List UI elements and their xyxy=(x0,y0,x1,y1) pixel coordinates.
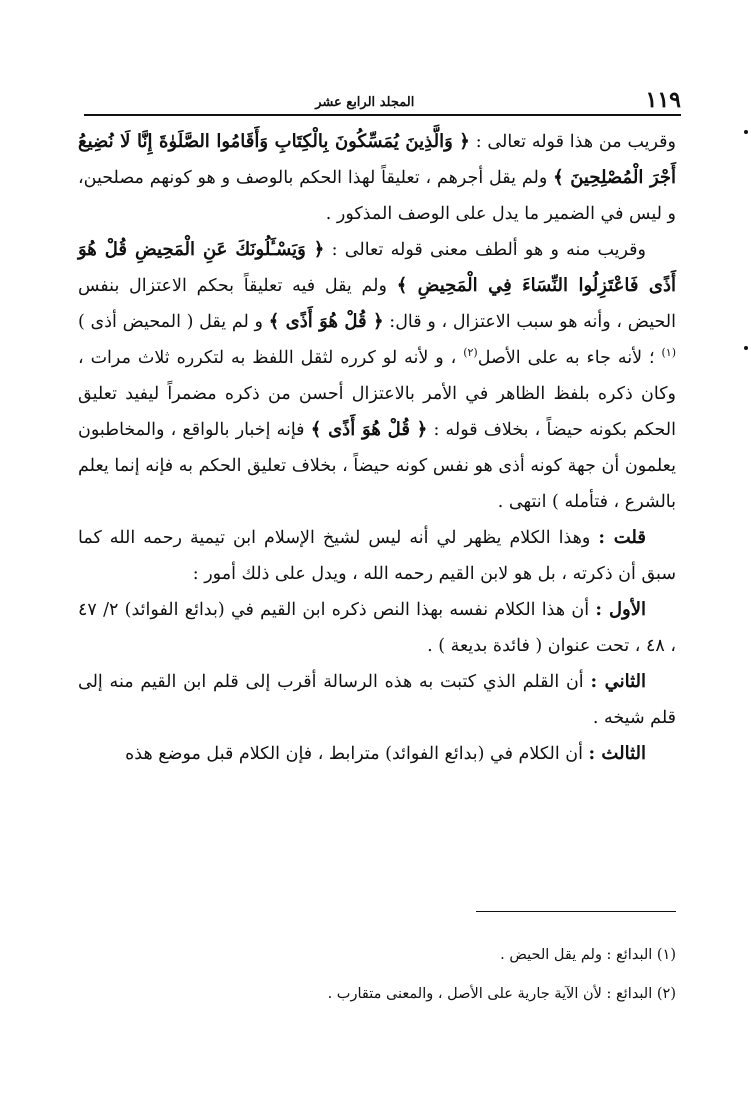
footnote-ref-2[interactable]: (٢) xyxy=(463,346,478,360)
text-span: ولم يقل فيه تعليقاً بحكم الاعتزال بنفس الحيض ، وأنه هو سبب الاعتزال ، و قال: xyxy=(78,276,676,332)
text-span: وهذا الكلام يظهر لي أنه ليس لشيخ الإسلام ابن تيمية رحمه الله كما سبق أن ذكرته ، بل هو لابن القيم رحمه الله ، ويدل على ذلك أمور : xyxy=(78,528,676,584)
edge-mark xyxy=(744,346,748,350)
text-span: ولم يقل أجرهم ، تعليقاً لهذا الحكم بالوصف و هو كونهم مصلحين، و ليس في الضمير ما يدل على الوصف المذكور . xyxy=(78,168,676,224)
footnote-1: (١) البدائع : ولم يقل الحيض . xyxy=(500,947,676,963)
text-span: فإنه إخبار بالواقع ، والمخاطبون يعلمون أن جهة كونه أذى هو نفس كونه حيضاً ، بخلاف تعليق الحكم به فإنه إنما يعلم بالشرع ، فتأمله ) انتهى . xyxy=(78,420,676,512)
page-number: ١١٩ xyxy=(645,87,681,113)
paragraph-3 xyxy=(78,520,676,592)
paragraph-2 xyxy=(78,232,676,520)
main-text xyxy=(78,124,676,772)
text-span: و لم يقل ( المحيض أذى ) xyxy=(78,312,269,332)
footnotes xyxy=(78,936,676,1014)
footnote-2: (٢) البدائع : لأن الآية جارية على الأصل ، والمعنى متقارب . xyxy=(327,986,676,1002)
text-span: ؛ لأنه جاء به على الأصل xyxy=(477,348,662,368)
quran-verse: ﴿ وَالَّذِينَ يُمَسِّكُونَ بِالْكِتَابِ وَأَقَامُوا الصَّلَوٰةَ إِنَّا لَا نُضِيعُ أَجْرَ الْمُصْلِحِينَ ﴾ xyxy=(78,131,677,188)
text-span: أن هذا الكلام نفسه بهذا النص ذكره ابن القيم في (بدائع الفوائد) ٢/ ٤٧ ، ٤٨ ، تحت عنوان ( فائدة بديعة ) . xyxy=(78,600,676,656)
running-title: المجلد الرابع عشر xyxy=(315,95,415,110)
footnote-separator xyxy=(476,911,676,912)
quran-verse: ﴿ قُلْ هُوَ أَذًى ﴾ xyxy=(310,419,428,440)
paragraph-label: الأول : xyxy=(595,599,646,620)
text-span: وقريب من هذا قوله تعالى : xyxy=(469,132,676,152)
text-span: ، و لأنه لو كرره لثقل اللفظ به لتكرره ثلاث مرات ، وكان ذكره بلفظ الظاهر في الأمر بالاعتزال أحسن من ذكره مضمراً ليفيد تعليق الحكم بكونه حيضاً ، بخلاف قوله : xyxy=(78,348,677,440)
paragraph-label: قلت : xyxy=(598,527,646,548)
text-span: أن القلم الذي كتبت به هذه الرسالة أقرب إلى قلم ابن القيم منه إلى قلم شيخه . xyxy=(78,672,676,728)
quran-verse: ﴿ وَيَسْـَٔلُونَكَ عَنِ الْمَحِيضِ قُلْ هُوَ أَذًى فَاعْتَزِلُوا النِّسَاءَ فِي الْمَحِيضِ ﴾ xyxy=(78,239,676,296)
paragraph-label: الثالث : xyxy=(588,743,646,764)
page-header xyxy=(84,86,681,116)
paragraph-6 xyxy=(78,736,676,772)
paragraph-4 xyxy=(78,592,676,664)
text-span: أن الكلام في (بدائع الفوائد) مترابط ، فإن الكلام قبل موضع هذه xyxy=(125,744,589,764)
text-span: وقريب منه و هو ألطف معنى قوله تعالى : xyxy=(324,240,646,260)
footnote-ref-1[interactable]: (١) xyxy=(661,346,676,360)
paragraph-1 xyxy=(78,124,676,232)
edge-mark xyxy=(744,130,748,134)
paragraph-5 xyxy=(78,664,676,736)
paragraph-label: الثاني : xyxy=(590,671,646,692)
quran-verse: ﴿ قُلْ هُوَ أَذًى ﴾ xyxy=(268,311,384,332)
